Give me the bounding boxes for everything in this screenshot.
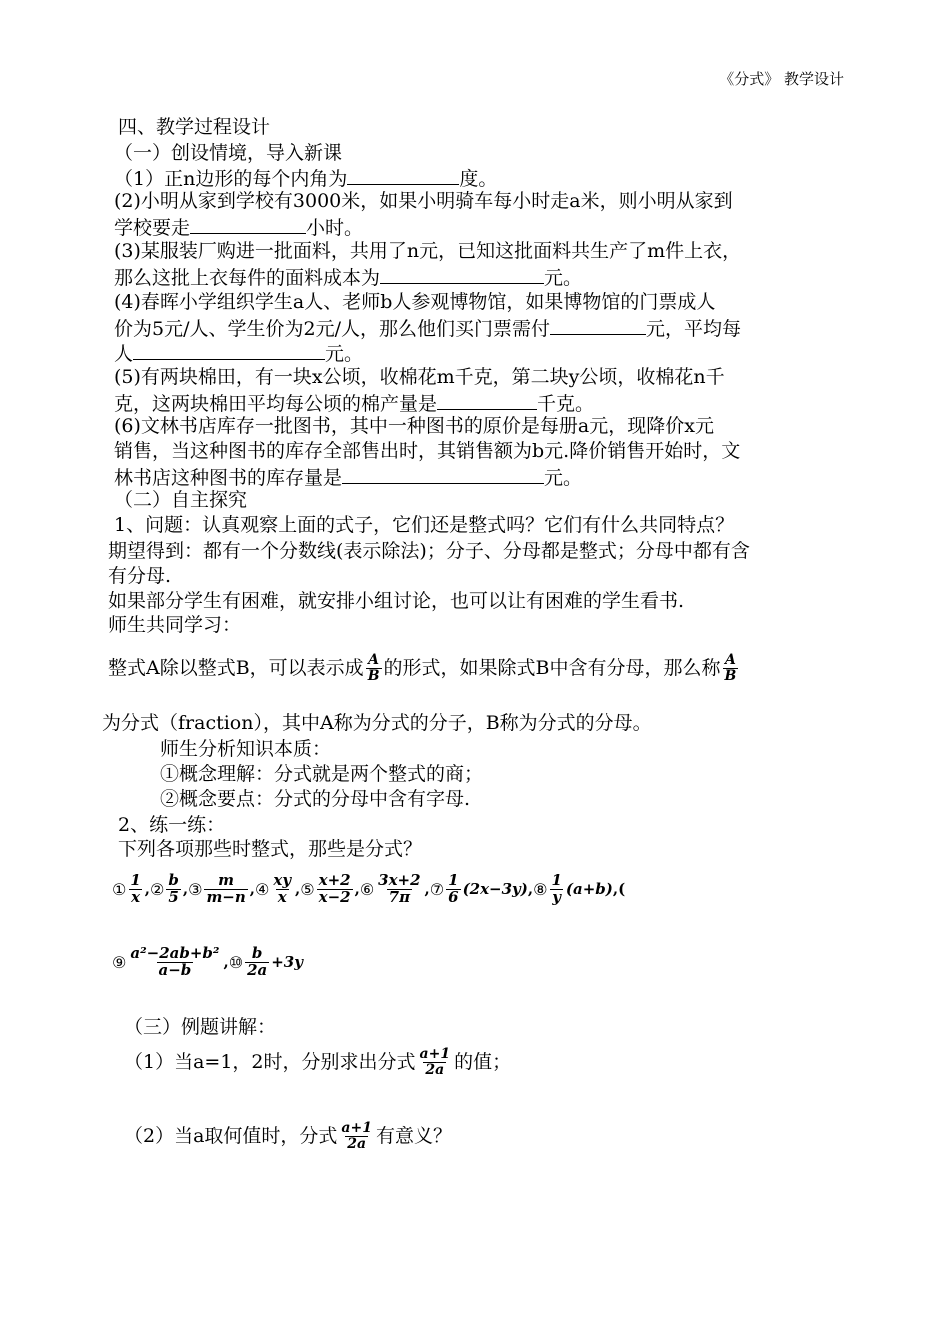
problem-text: 1、问题：认真观察上面的式子，它们还是整式吗？它们有什么共同特点？ [114,514,735,536]
q4-text-mid: 元，平均每 [645,318,741,340]
separator: , [249,880,256,898]
denominator: y [552,887,562,906]
definition-text-a: 整式A除以整式B，可以表示成 [108,657,364,679]
numerator: 3x+2 [378,870,421,889]
definition-line [108,643,740,693]
separator: , [144,880,151,898]
analysis-text: 师生分析知识本质： [160,738,332,760]
separator: , [182,880,189,898]
numerator: A [724,651,736,668]
denominator: 2a [347,1135,367,1152]
example-1 [124,1036,511,1088]
answer-blank [437,389,537,410]
numerator: a²−2ab+b² [130,943,220,962]
exercise-fraction [271,870,293,906]
answer-blank [380,263,544,284]
numerator: x+2 [318,870,351,889]
numerator: b [168,870,179,889]
q5-unit: 千克。 [537,393,595,415]
numerator: 1 [448,870,459,889]
question-4-line1: (4)春晖小学组织学生a人、老师b人参观博物馆，如果博物馆的门票成人 [114,291,716,313]
example-1-text-end: 的值； [454,1051,512,1073]
item-number-mark: ⑦ [429,879,445,899]
q3-text: 那么这批上衣每件的面料成本为 [114,267,381,289]
learn-together-text: 师生共同学习： [108,614,242,636]
definition-line-2: 为分式（fraction），其中A称为分式的分子，B称为分式的分母。 [102,712,652,734]
denominator: 7π [388,887,411,906]
concept-point-1: ①概念理解：分式就是两个整式的商； [160,763,484,785]
item-number-mark: ⑤ [300,879,315,899]
exercise-row-2 [112,936,303,988]
exercise-fraction [128,870,142,906]
q5-text: 克，这两块棉田平均每公顷的棉产量是 [114,393,438,415]
example-1-text: （1）当a=1，2时，分别求出分式 [124,1051,416,1073]
q2-unit: 小时。 [306,217,364,239]
page-header: 《分式》 教学设计 [719,70,844,88]
separator: , [527,880,534,898]
section-heading: 四、教学过程设计 [118,116,271,138]
exercise-fraction [446,870,460,906]
fraction-a-over-b [723,653,739,683]
concept-point-2: ②概念要点：分式的分母中含有字母. [160,788,471,810]
separator: , [295,880,301,898]
answer-blank [190,213,306,234]
exercise-fraction [204,870,247,906]
q1-text: （1）正n边形的每个内角为 [114,168,348,190]
q4-text-2: 人 [114,343,134,365]
denominator: 6 [448,887,459,906]
item-number-mark: ⑥ [359,879,375,899]
denominator: m−n [206,887,246,906]
denominator: 5 [168,887,179,906]
denominator: a−b [158,960,192,979]
denominator: x−2 [318,887,351,906]
example-2-text: （2）当a取何值时，分式 [124,1125,338,1147]
separator: , [354,880,360,898]
answer-blank [347,164,459,185]
numerator: A [368,651,380,668]
question-6-line1: (6)文林书店库存一批图书，其中一种图书的原价是每册a元，现降价x元 [114,415,714,437]
part2-heading: （二）自主探究 [114,489,248,511]
answer-blank [133,339,325,360]
question-4-line3 [114,339,363,367]
item-number-mark: ⑧ [533,879,548,899]
expression-tail: (a+b) [565,880,613,898]
denominator: x [277,887,287,906]
denominator: 2a [425,1061,445,1078]
fraction-a-plus-1-over-2a [339,1121,374,1151]
q1-unit: 度。 [459,168,498,190]
definition-text-b: 的形式，如果除式B中含有分母，那么称 [383,657,721,679]
denominator: B [367,667,380,684]
question-2-line2 [114,213,363,241]
separator: ,( [612,880,626,898]
numerator: a+1 [341,1119,372,1136]
item-number-mark: ⑨ [112,952,127,972]
item-number-mark: ③ [188,879,203,899]
expectation-line1: 期望得到：都有一个分数线(表示除法)；分子、分母都是整式；分母中都有含 [108,540,750,562]
item-number-mark: ⑩ [228,952,244,972]
denominator: 2a [247,960,268,979]
example-2-text-end: 有意义？ [375,1125,452,1147]
exercise-fraction [317,870,353,906]
exercise-fraction [376,870,422,906]
exercise-fraction [245,943,269,979]
denominator: B [724,667,737,684]
question-5-line1: (5)有两块棉田，有一块x公顷，收棉花m千克，第二块y公顷，收棉花n千 [114,366,725,388]
part3-heading: （三）例题讲解： [124,1016,277,1038]
q4-text: 价为5元/人、学生价为2元/人，那么他们买门票需付 [114,318,550,340]
q6-unit: 元。 [544,467,583,489]
exercise-fraction [128,943,221,979]
numerator: a+1 [419,1045,451,1062]
numerator: 1 [551,870,562,889]
expression-tail: (2x−3y) [462,880,528,898]
numerator: m [218,870,235,889]
separator: , [424,880,430,898]
exercise-fraction [549,870,563,906]
answer-blank [550,314,646,335]
numerator: xy [273,870,292,889]
q2-text: 学校要走 [114,217,191,239]
q4-unit: 元。 [325,343,364,365]
expression-tail: +3y [271,953,303,971]
separator: , [223,953,229,971]
numerator: 1 [130,870,141,889]
exercise-row-1 [112,864,625,914]
practice-question: 下列各项那些时整式，那些是分式？ [118,838,423,860]
item-number-mark: ① [112,879,127,899]
example-2 [124,1110,452,1162]
question-3-line2 [114,263,582,291]
practice-heading: 2、练一练： [118,814,226,836]
question-6-line2: 销售，当这种图书的库存全部售出时，其销售额为b元.降价销售开始时，文 [114,440,741,462]
exercise-fraction [166,870,181,906]
question-2-line1: (2)小明从家到学校有3000米，如果小明骑车每小时走a米，则小明从家到 [114,190,733,212]
q3-unit: 元。 [544,267,583,289]
numerator: b [251,943,263,962]
fraction-a-over-b [366,653,382,683]
item-number-mark: ④ [255,879,270,899]
item-number-mark: ② [150,879,165,899]
group-discussion-text: 如果部分学生有困难，就安排小组讨论，也可以让有困难的学生看书. [108,590,685,612]
expectation-line2: 有分母. [108,565,172,587]
part1-heading: （一）创设情境，导入新课 [114,142,343,164]
fraction-a-plus-1-over-2a [418,1047,453,1077]
question-3-line1: (3)某服装厂购进一批面料，共用了n元，已知这批面料共生产了m件上衣， [114,240,742,262]
answer-blank [342,463,544,484]
q6-text: 林书店这种图书的库存量是 [114,467,343,489]
denominator: x [131,887,141,906]
question-4-line2 [114,314,741,342]
